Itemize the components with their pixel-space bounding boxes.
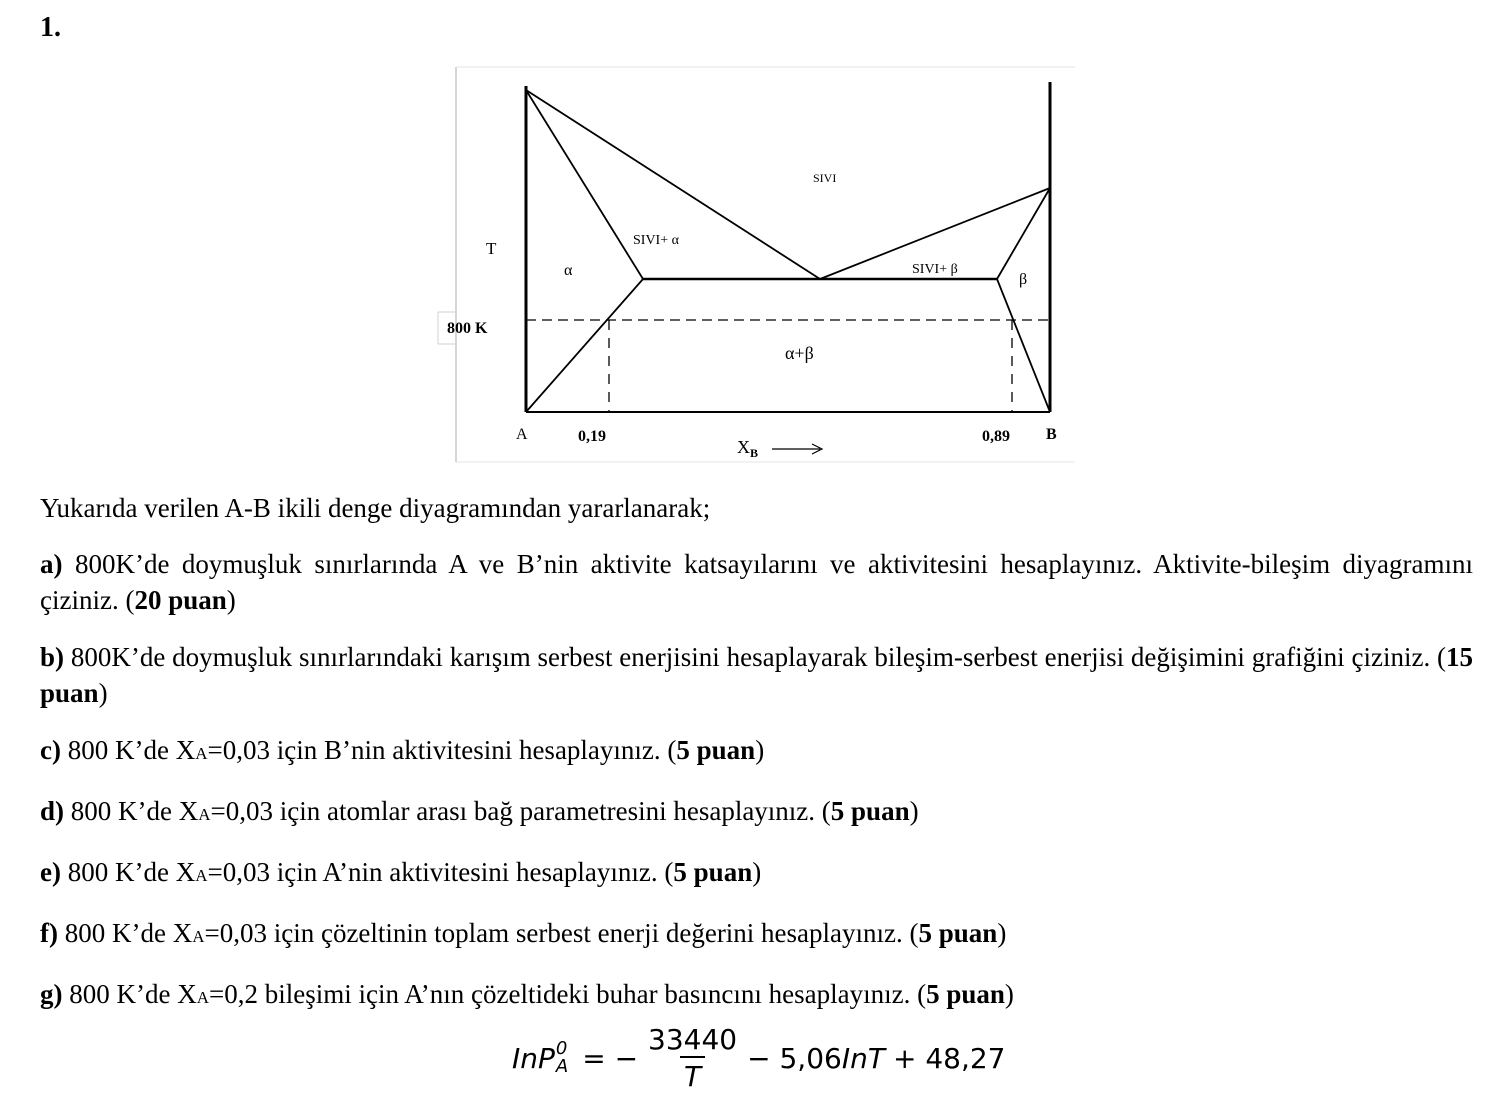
solvus-b <box>997 279 1050 412</box>
points-b: 15 puan <box>40 642 1473 708</box>
question-a <box>40 546 1473 618</box>
letter-e: e) <box>40 857 61 887</box>
text-a: 800K’de doymuşluk sınırlarında A ve B’nin aktivite katsayılarını ve aktivitesini hesaplayınız. Aktivite-bileşim diyagramını çiziniz. ( <box>40 549 1473 615</box>
liquidus-a <box>526 90 820 279</box>
points-e: 5 puan <box>673 857 753 887</box>
sub-g: A <box>196 988 210 1007</box>
formula-sub: A <box>555 1056 569 1077</box>
question-b <box>40 639 1473 711</box>
post-e: =0,03 için A’nin aktivitesini hesaplayınız. ( <box>207 857 674 887</box>
post-c: =0,03 için B’nin aktivitesini hesaplayınız. ( <box>207 735 677 765</box>
solidus-a <box>526 90 643 279</box>
sub-e: A <box>195 866 208 885</box>
region-alpha: α <box>564 262 573 279</box>
post-g: =0,2 bileşimi için A’nın çözeltideki buhar basıncını hesaplayınız. ( <box>209 979 927 1009</box>
sub-d: A <box>198 805 211 824</box>
letter-g: g) <box>40 979 63 1009</box>
formula-denominator: T <box>680 1056 705 1093</box>
xb-main: X <box>737 437 750 457</box>
question-g <box>40 976 1473 1016</box>
letter-f: f) <box>40 918 58 948</box>
close-a: ) <box>226 585 236 615</box>
label-x-089: 0,89 <box>982 428 1010 445</box>
pre-g: 800 K’de X <box>62 979 197 1009</box>
question-e <box>40 854 1473 894</box>
post-f: =0,03 için çözeltinin toplam serbest enerji değerini hesaplayınız. ( <box>204 918 919 948</box>
xb-label <box>737 437 758 460</box>
post-d: =0,03 için atomlar arası bağ parametresini hesaplayınız. ( <box>210 796 831 826</box>
close-f: ) <box>997 918 1007 948</box>
points-c: 5 puan <box>676 735 756 765</box>
sub-c: A <box>195 744 208 763</box>
question-f <box>40 915 1473 955</box>
intro-text: Yukarıda verilen A-B ikili denge diyagramından yararlanarak; <box>40 493 711 523</box>
close-d: ) <box>909 796 919 826</box>
formula-sup: 0 <box>555 1038 568 1059</box>
question-c <box>40 732 1473 772</box>
formula-rest: − 5,06 <box>747 1041 842 1075</box>
label-a: A <box>516 426 528 443</box>
label-x-019: 0,19 <box>578 428 606 445</box>
label-b: B <box>1046 426 1057 443</box>
letter-a: a) <box>40 549 63 579</box>
region-liquid-alpha: SIVI+ α <box>633 233 679 248</box>
points-g: 5 puan <box>926 979 1005 1009</box>
close-c: ) <box>755 735 765 765</box>
points-f: 5 puan <box>918 918 998 948</box>
formula-numerator: 33440 <box>648 1023 738 1056</box>
question-d <box>40 793 1473 833</box>
formula-fraction <box>644 1023 741 1093</box>
close-g: ) <box>1004 979 1014 1009</box>
pre-e: 800 K’de X <box>60 857 196 887</box>
question-number: 1. <box>40 12 61 43</box>
text-b: 800K’de doymuşluk sınırlarındaki karışım serbest enerjisini hesaplayarak bileşim-serbest enerjisi değişimini grafiğini çiziniz. ( <box>64 642 1446 672</box>
temp-label: 800 K <box>447 320 488 337</box>
xb-sub: B <box>750 446 759 460</box>
sub-f: A <box>192 927 205 946</box>
solvus-a <box>526 279 643 412</box>
points-a: 20 puan <box>134 585 227 615</box>
pre-c: 800 K’de X <box>60 735 196 765</box>
region-liquid: SIVI <box>813 171 837 185</box>
formula-eq: = − <box>582 1041 639 1075</box>
points-d: 5 puan <box>830 796 910 826</box>
region-liquid-beta: SIVI+ β <box>912 262 958 277</box>
solidus-b <box>997 188 1050 279</box>
vapor-pressure-formula <box>512 1018 1005 1098</box>
formula-supsub <box>556 1040 568 1076</box>
pre-f: 800 K’de X <box>57 918 193 948</box>
close-e: ) <box>752 857 762 887</box>
formula-lhs: InP <box>512 1041 555 1075</box>
phase-diagram <box>430 62 1080 467</box>
letter-d: d) <box>40 796 65 826</box>
letter-c: c) <box>40 735 61 765</box>
pre-d: 800 K’de X <box>64 796 199 826</box>
formula-rest-it: InT <box>841 1041 885 1075</box>
letter-b: b) <box>40 642 65 672</box>
close-b: ) <box>98 678 108 708</box>
region-alpha-beta: α+β <box>785 343 814 363</box>
region-beta: β <box>1019 271 1028 288</box>
question-text <box>40 490 1473 1037</box>
t-label: T <box>486 239 497 258</box>
formula-tail: + 48,27 <box>892 1041 1006 1075</box>
